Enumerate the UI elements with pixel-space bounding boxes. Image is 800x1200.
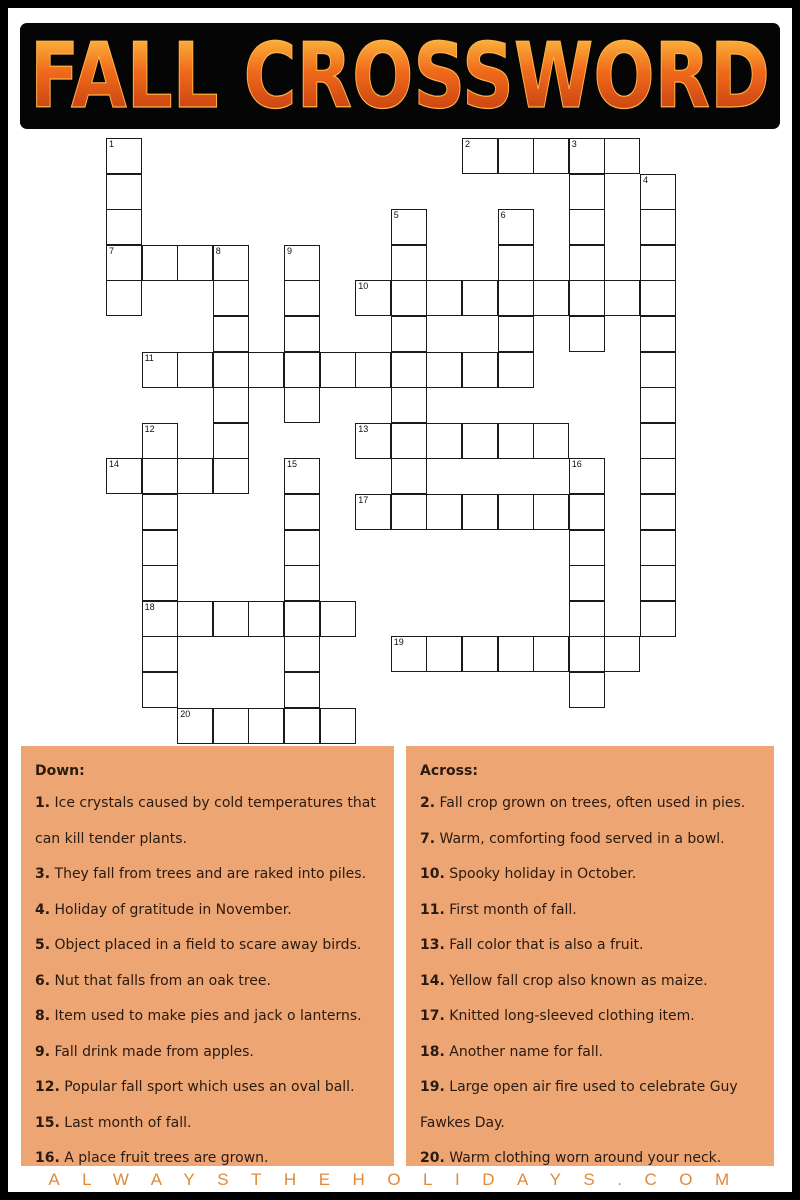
- grid-cell[interactable]: [284, 280, 320, 316]
- across-clue-2: 2. Fall crop grown on trees, often used in pies.: [420, 795, 746, 811]
- grid-cell[interactable]: [177, 352, 213, 388]
- cell-number: 6: [500, 210, 506, 221]
- grid-cell[interactable]: [106, 138, 142, 174]
- cell-number: 1: [109, 139, 115, 149]
- grid-cell[interactable]: [391, 280, 427, 316]
- across-clue-17: 17. Knitted long-sleeved clothing item.: [420, 1008, 695, 1024]
- cell-number: 4: [643, 174, 649, 185]
- grid-cell[interactable]: [640, 423, 676, 459]
- grid-cell[interactable]: [498, 494, 534, 530]
- grid-cell[interactable]: [426, 636, 462, 672]
- grid-cell[interactable]: [284, 708, 320, 744]
- grid-cell[interactable]: [248, 708, 284, 744]
- grid-cell[interactable]: [498, 636, 534, 672]
- grid-cell[interactable]: [533, 636, 569, 672]
- cell-number: 7: [109, 245, 115, 256]
- across-clues-panel: [406, 746, 774, 1166]
- grid-cell[interactable]: [213, 280, 249, 316]
- grid-cell[interactable]: [569, 138, 605, 174]
- grid-cell[interactable]: [284, 387, 320, 423]
- grid-cell[interactable]: [320, 708, 356, 744]
- grid-cell[interactable]: [462, 636, 498, 672]
- grid-cell[interactable]: [213, 601, 249, 637]
- grid-cell[interactable]: [640, 458, 676, 494]
- grid-cell[interactable]: [320, 601, 356, 637]
- grid-cell[interactable]: [640, 316, 676, 352]
- grid-cell[interactable]: [569, 174, 605, 210]
- down-clue-16: 16. A place fruit trees are grown.: [35, 1150, 269, 1166]
- down-clue-1: 1. Ice crystals caused by cold temperatures that: [35, 795, 376, 811]
- grid-cell[interactable]: [569, 209, 605, 245]
- across-heading: Across:: [420, 763, 478, 779]
- grid-cell[interactable]: [142, 636, 178, 672]
- grid-cell[interactable]: [106, 280, 142, 316]
- grid-cell[interactable]: [248, 601, 284, 637]
- grid-cell[interactable]: [426, 352, 462, 388]
- grid-cell[interactable]: [248, 352, 284, 388]
- cell-number: 8: [215, 245, 221, 256]
- cell-number: 10: [358, 281, 369, 292]
- grid-cell[interactable]: [177, 708, 213, 744]
- cell-number: 13: [358, 423, 369, 434]
- cell-number: 3: [571, 139, 577, 149]
- cell-number: 15: [287, 459, 298, 470]
- across-clue-19: 19. Large open air fire used to celebrate Guy: [420, 1079, 738, 1095]
- grid-cell[interactable]: [498, 280, 534, 316]
- cell-number: 11: [144, 352, 154, 363]
- crossword-grid: [8, 8, 792, 748]
- grid-cell[interactable]: [569, 458, 605, 494]
- grid-cell[interactable]: [142, 423, 178, 459]
- grid-cell[interactable]: [604, 138, 640, 174]
- grid-cell[interactable]: [213, 387, 249, 423]
- grid-cell[interactable]: [569, 672, 605, 708]
- grid-cell[interactable]: [284, 636, 320, 672]
- down-clue-9: 9. Fall drink made from apples.: [35, 1043, 254, 1060]
- grid-cell[interactable]: [640, 494, 676, 530]
- grid-cell[interactable]: [391, 209, 427, 245]
- down-clue-1-continued: can kill tender plants.: [35, 830, 187, 847]
- across-clue-19-continued: Fawkes Day.: [420, 1114, 505, 1131]
- down-clues-panel: [21, 746, 394, 1166]
- grid-cell[interactable]: [640, 209, 676, 245]
- grid-cell[interactable]: [213, 423, 249, 459]
- grid-cell[interactable]: [391, 494, 427, 530]
- grid-cell[interactable]: [106, 245, 142, 281]
- grid-cell[interactable]: [640, 601, 676, 637]
- grid-cell[interactable]: [569, 245, 605, 281]
- grid-cell[interactable]: [106, 458, 142, 494]
- grid-cell[interactable]: [106, 209, 142, 245]
- grid-cell[interactable]: [498, 352, 534, 388]
- grid-cell[interactable]: [177, 601, 213, 637]
- grid-cell[interactable]: [142, 458, 178, 494]
- grid-cell[interactable]: [604, 280, 640, 316]
- grid-cell[interactable]: [320, 352, 356, 388]
- across-clue-11: 11. First month of fall.: [420, 901, 577, 918]
- grid-cell[interactable]: [391, 636, 427, 672]
- across-clue-14: 14. Yellow fall crop also known as maize.: [420, 972, 708, 989]
- grid-cell[interactable]: [533, 423, 569, 459]
- cell-number: 12: [144, 423, 155, 434]
- grid-cell[interactable]: [284, 530, 320, 566]
- grid-cell[interactable]: [640, 174, 676, 210]
- grid-cell[interactable]: [284, 245, 320, 281]
- across-clue-13: 13. Fall color that is also a fruit.: [420, 937, 644, 953]
- grid-cell[interactable]: [498, 209, 534, 245]
- grid-cell[interactable]: [569, 316, 605, 352]
- grid-cell[interactable]: [498, 138, 534, 174]
- grid-cell[interactable]: [106, 174, 142, 210]
- grid-cell[interactable]: [569, 636, 605, 672]
- cell-number: 9: [287, 245, 293, 256]
- cell-number: 2: [465, 139, 471, 149]
- cell-number: 17: [358, 495, 369, 505]
- grid-cell[interactable]: [284, 458, 320, 494]
- grid-cell[interactable]: [284, 601, 320, 637]
- down-clue-15: 15. Last month of fall.: [35, 1114, 192, 1131]
- grid-cell[interactable]: [284, 565, 320, 601]
- grid-cell[interactable]: [498, 245, 534, 281]
- grid-cell[interactable]: [533, 138, 569, 174]
- grid-cell[interactable]: [142, 565, 178, 601]
- grid-cell[interactable]: [462, 352, 498, 388]
- grid-cell[interactable]: [391, 245, 427, 281]
- cell-number: 5: [393, 210, 399, 221]
- website-footer[interactable]: ALWAYSTHEHOLIDAYS.COM: [48, 1170, 752, 1189]
- page-title: FALL CROSSWORD: [30, 24, 770, 129]
- across-clue-20: 20. Warm clothing worn around your neck.: [420, 1150, 722, 1166]
- grid-cell[interactable]: [391, 423, 427, 459]
- crossword-page: [8, 8, 792, 1192]
- grid-cell[interactable]: [142, 245, 178, 281]
- grid-cell[interactable]: [213, 245, 249, 281]
- grid-cell[interactable]: [569, 601, 605, 637]
- across-clue-10: 10. Spooky holiday in October.: [420, 866, 637, 882]
- grid-cell[interactable]: [462, 280, 498, 316]
- grid-cell[interactable]: [569, 530, 605, 566]
- grid-cell[interactable]: [640, 530, 676, 566]
- grid-cell[interactable]: [284, 352, 320, 388]
- cell-number: 14: [109, 459, 120, 470]
- grid-cell[interactable]: [142, 672, 178, 708]
- grid-cell[interactable]: [640, 387, 676, 423]
- grid-cell[interactable]: [640, 280, 676, 316]
- grid-cell[interactable]: [355, 423, 391, 459]
- grid-cell[interactable]: [284, 316, 320, 352]
- down-clue-5: 5. Object placed in a field to scare away birds.: [35, 937, 362, 953]
- grid-cell[interactable]: [462, 423, 498, 459]
- grid-cell[interactable]: [391, 316, 427, 352]
- across-clue-7: 7. Warm, comforting food served in a bowl.: [420, 830, 725, 847]
- grid-cell[interactable]: [462, 494, 498, 530]
- grid-cell[interactable]: [426, 280, 462, 316]
- grid-cell[interactable]: [142, 494, 178, 530]
- grid-cell[interactable]: [142, 530, 178, 566]
- across-clue-18: 18. Another name for fall.: [420, 1043, 604, 1060]
- grid-cell[interactable]: [213, 708, 249, 744]
- grid-cell[interactable]: [462, 138, 498, 174]
- grid-cell[interactable]: [391, 458, 427, 494]
- grid-cell[interactable]: [498, 316, 534, 352]
- grid-cell[interactable]: [355, 280, 391, 316]
- grid-cell[interactable]: [284, 672, 320, 708]
- grid-cell[interactable]: [569, 280, 605, 316]
- cell-number: 16: [571, 459, 582, 470]
- down-clue-12: 12. Popular fall sport which uses an oval ball.: [35, 1079, 355, 1095]
- grid-cell[interactable]: [426, 423, 462, 459]
- grid-cell[interactable]: [533, 494, 569, 530]
- down-clue-4: 4. Holiday of gratitude in November.: [35, 901, 292, 918]
- grid-cell[interactable]: [177, 245, 213, 281]
- grid-cell[interactable]: [640, 245, 676, 281]
- down-clue-3: 3. They fall from trees and are raked into piles.: [35, 866, 367, 882]
- grid-cell[interactable]: [177, 458, 213, 494]
- down-clue-8: 8. Item used to make pies and jack o lanterns.: [35, 1008, 362, 1024]
- grid-cell[interactable]: [391, 387, 427, 423]
- down-clue-6: 6. Nut that falls from an oak tree.: [35, 972, 271, 989]
- grid-cell[interactable]: [533, 280, 569, 316]
- grid-cell[interactable]: [569, 565, 605, 601]
- grid-cell[interactable]: [498, 423, 534, 459]
- grid-cell[interactable]: [640, 352, 676, 388]
- grid-cell[interactable]: [604, 636, 640, 672]
- grid-cell[interactable]: [391, 352, 427, 388]
- grid-cell[interactable]: [569, 494, 605, 530]
- grid-cell[interactable]: [355, 352, 391, 388]
- grid-cell[interactable]: [213, 352, 249, 388]
- cell-number: 20: [180, 708, 191, 719]
- cell-number: 19: [393, 637, 404, 648]
- grid-cell[interactable]: [426, 494, 462, 530]
- grid-cell[interactable]: [213, 316, 249, 352]
- cell-number: 18: [144, 601, 155, 612]
- grid-cell[interactable]: [355, 494, 391, 530]
- grid-cell[interactable]: [142, 352, 178, 388]
- down-heading: Down:: [35, 763, 85, 779]
- grid-cell[interactable]: [142, 601, 178, 637]
- grid-cell[interactable]: [284, 494, 320, 530]
- grid-cell[interactable]: [213, 458, 249, 494]
- grid-cell[interactable]: [640, 565, 676, 601]
